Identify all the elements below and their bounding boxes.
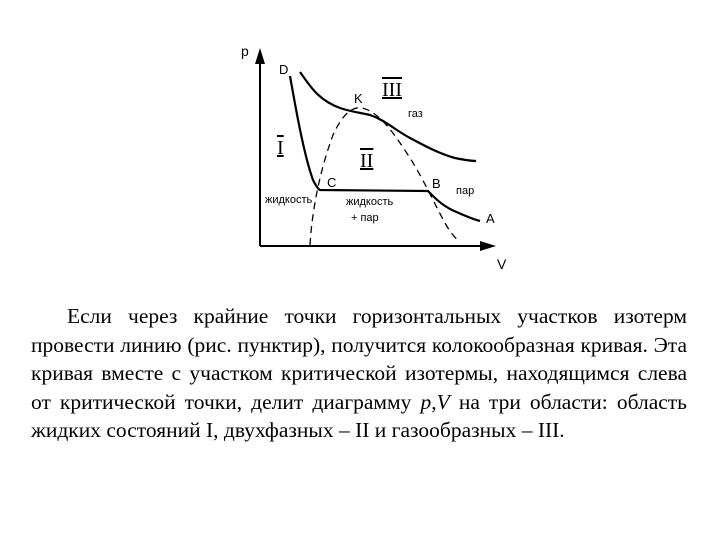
caption-line-3: кривая. Эта кривая вместе с участком критической изотермы,: [31, 332, 688, 385]
axis-v-label: V: [497, 256, 507, 272]
caption-line-2: провести линию (рис. пунктир), получится колокообразная: [31, 332, 575, 357]
point-b-label: B: [432, 176, 441, 191]
point-d-label: D: [279, 62, 289, 77]
point-a-label: A: [486, 211, 495, 226]
y-axis-arrow: [255, 48, 265, 64]
caption-var-v: V: [436, 389, 450, 414]
point-k-label: K: [354, 91, 363, 106]
liquid-vapor-label-1: жидкость: [346, 196, 394, 208]
caption-var-p: p: [420, 389, 432, 414]
liquid-label: жидкость: [265, 194, 313, 206]
axis-p-label: p: [241, 43, 249, 59]
region-iii-label: III: [382, 79, 402, 101]
x-axis-arrow: [480, 241, 496, 251]
caption-line-5: на три области: область жидких состояний I, двухфазных – II и: [31, 389, 687, 442]
caption-paragraph: [31, 302, 687, 445]
caption-line-4: находящимся слева от критической точки, делит диаграмму: [31, 361, 688, 414]
vapor-label: пар: [456, 185, 475, 197]
region-i-label: I: [277, 137, 284, 159]
liquid-vapor-label-2: + пар: [351, 212, 379, 224]
region-ii-label: II: [360, 150, 374, 172]
point-c-label: C: [327, 175, 337, 190]
caption-line-6: газообразных – III.: [391, 418, 565, 442]
caption-line-1: Если через крайние точки горизонтальных участков изотерм: [67, 304, 687, 328]
gas-label: газ: [408, 108, 423, 120]
caption-comma: ,: [431, 389, 437, 414]
